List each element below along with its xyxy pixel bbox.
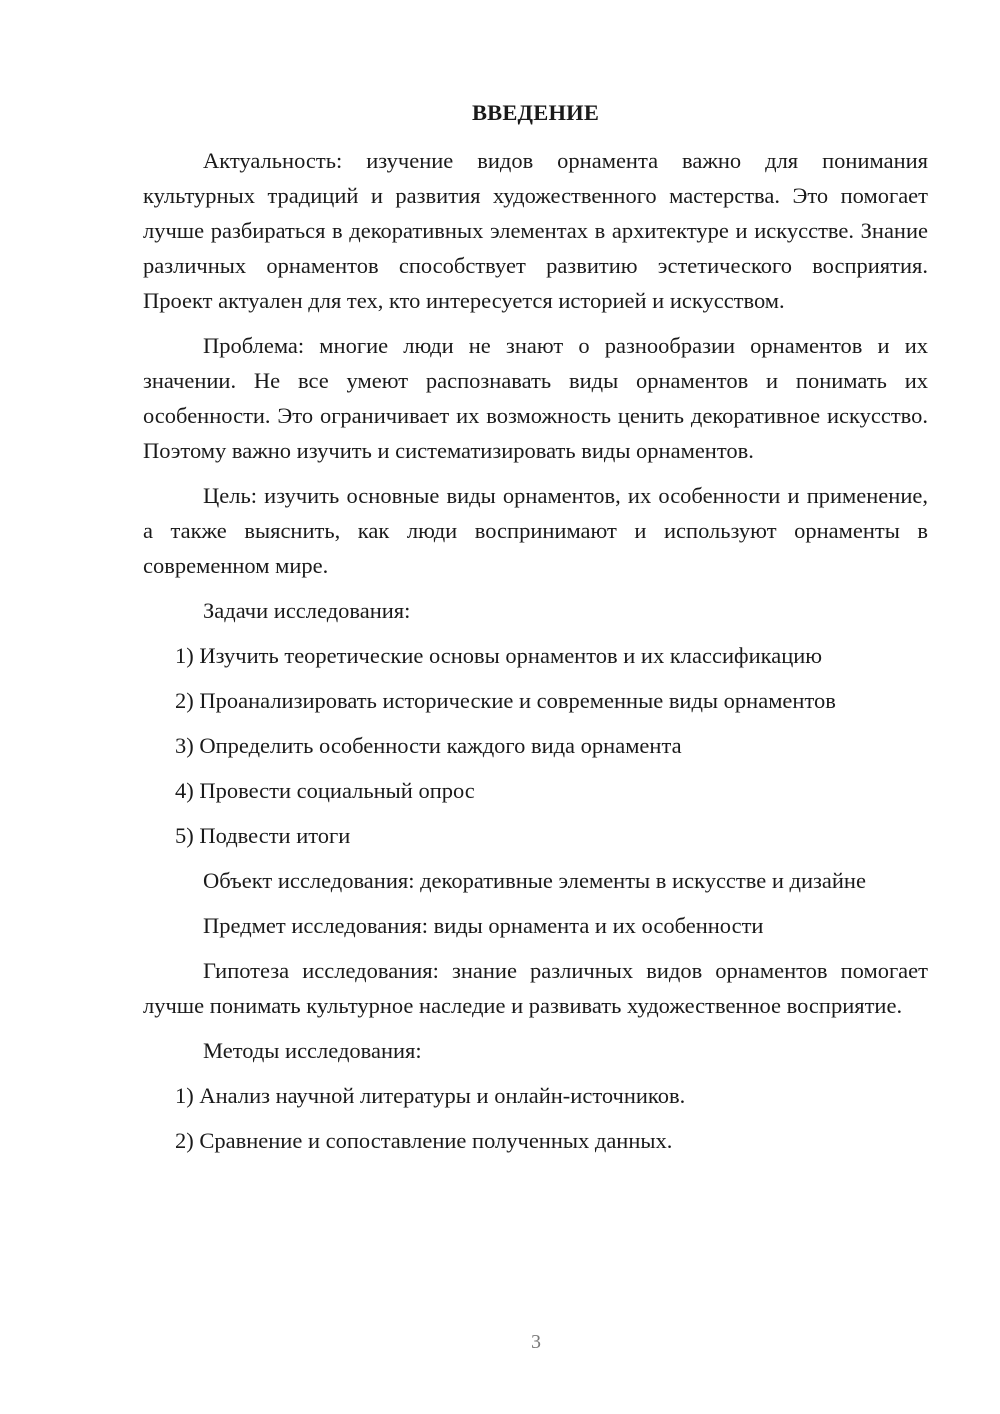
page-content [143,95,928,1168]
task-item: 1) Изучить теоретические основы орнаментов и их классификацию [175,643,823,668]
method-item: 2) Сравнение и сопоставление полученных данных. [175,1128,673,1153]
page-number: 3 [531,1331,541,1353]
task-item: 3) Определить особенности каждого вида орнамента [175,733,682,758]
method-item: 1) Анализ научной литературы и онлайн-источников. [175,1083,686,1108]
task-item: 4) Провести социальный опрос [175,778,475,803]
hypothesis-paragraph: Гипотеза исследования: знание различных видов орнаментов помогает лучше понимать культурное наследие и развивать художественное восприятие. [143,958,928,1018]
task-item: 5) Подвести итоги [175,823,351,848]
subject-paragraph: Предмет исследования: виды орнамента и их особенности [203,913,764,938]
relevance-paragraph: Актуальность: изучение видов орнамента важно для понимания культурных традиций и развития художественного мастерства. Это помогает лучше разбираться в декоративных элементах в архитектуре и искусстве. Знание различных орнаментов способствует развитию эстетического восприятия. Проект актуален для тех, кто интересуется историей и искусством. [143,148,928,313]
object-paragraph: Объект исследования: декоративные элементы в искусстве и дизайне [203,868,866,893]
problem-paragraph: Проблема: многие люди не знают о разнообразии орнаментов и их значении. Не все умеют распознавать виды орнаментов и понимать их особенности. Это ограничивает их возможность ценить декоративное искусство. Поэтому важно изучить и систематизировать виды орнаментов. [143,333,928,463]
methods-title: Методы исследования: [203,1038,422,1063]
tasks-title: Задачи исследования: [203,598,411,623]
task-item: 2) Проанализировать исторические и современные виды орнаментов [175,688,836,713]
goal-paragraph: Цель: изучить основные виды орнаментов, их особенности и применение, а также выяснить, как люди воспринимают и используют орнаменты в современном мире. [143,483,928,578]
section-heading: ВВЕДЕНИЕ [471,100,600,125]
